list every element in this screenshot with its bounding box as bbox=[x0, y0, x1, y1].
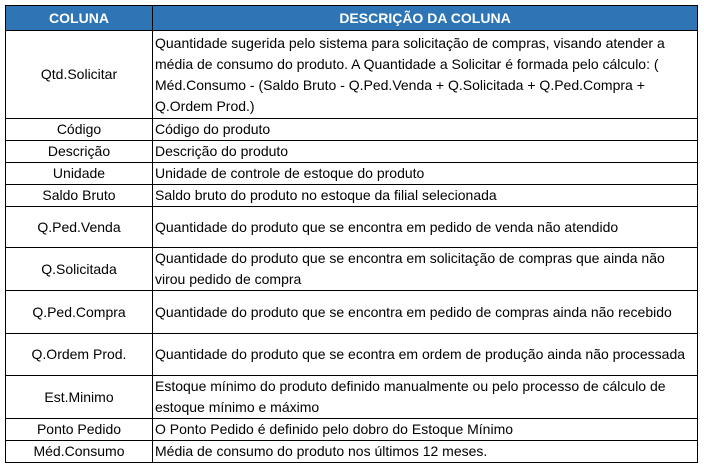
row-column-name: Méd.Consumo bbox=[6, 441, 153, 463]
table-row bbox=[6, 334, 698, 376]
row-column-description: Descrição do produto bbox=[153, 141, 698, 163]
row-column-description: Unidade de controle de estoque do produto bbox=[153, 163, 698, 185]
row-column-description: Estoque mínimo do produto definido manualmente ou pelo processo de cálculo de estoque mínimo e máximo bbox=[153, 376, 698, 419]
row-column-description: Média de consumo do produto nos últimos 12 meses. bbox=[153, 441, 698, 463]
table-row bbox=[6, 376, 698, 419]
row-column-name: Descrição bbox=[6, 141, 153, 163]
row-column-description: Quantidade do produto que se encontra em pedido de compras ainda não recebido bbox=[153, 291, 698, 334]
row-column-name: Saldo Bruto bbox=[6, 185, 153, 207]
table-row bbox=[6, 185, 698, 207]
row-column-name: Q.Solicitada bbox=[6, 248, 153, 291]
table-header-row bbox=[6, 6, 698, 31]
row-column-description: Quantidade do produto que se encontra em solicitação de compras que ainda não virou pedido de compra bbox=[153, 248, 698, 291]
table-row bbox=[6, 31, 698, 119]
table-row bbox=[6, 248, 698, 291]
row-column-name: Q.Ped.Compra bbox=[6, 291, 153, 334]
row-column-name: Qtd.Solicitar bbox=[6, 31, 153, 119]
table-row bbox=[6, 207, 698, 248]
row-column-name: Unidade bbox=[6, 163, 153, 185]
row-column-description: Quantidade do produto que se econtra em ordem de produção ainda não processada bbox=[153, 334, 698, 376]
table-row bbox=[6, 291, 698, 334]
table-row bbox=[6, 141, 698, 163]
row-column-name: Est.Minimo bbox=[6, 376, 153, 419]
row-column-description: Quantidade sugerida pelo sistema para solicitação de compras, visando atender a média de consumo do produto. A Quantidade a Solicitar é formada pelo cálculo: ( Méd.Consumo - (Saldo Bruto - Q.Ped.Venda + Q.Solicitada + Q.Ped.Compra + Q.Ordem Prod.) bbox=[153, 31, 698, 119]
table-row bbox=[6, 163, 698, 185]
row-column-description: O Ponto Pedido é definido pelo dobro do Estoque Mínimo bbox=[153, 419, 698, 441]
table-row bbox=[6, 441, 698, 463]
row-column-name: Q.Ordem Prod. bbox=[6, 334, 153, 376]
header-column-description: DESCRIÇÃO DA COLUNA bbox=[153, 6, 698, 31]
row-column-name: Q.Ped.Venda bbox=[6, 207, 153, 248]
row-column-name: Código bbox=[6, 119, 153, 141]
header-column-name: COLUNA bbox=[6, 6, 153, 31]
row-column-name: Ponto Pedido bbox=[6, 419, 153, 441]
column-description-table-container bbox=[5, 5, 697, 463]
row-column-description: Quantidade do produto que se encontra em pedido de venda não atendido bbox=[153, 207, 698, 248]
row-column-description: Saldo bruto do produto no estoque da filial selecionada bbox=[153, 185, 698, 207]
table-row bbox=[6, 419, 698, 441]
row-column-description: Código do produto bbox=[153, 119, 698, 141]
column-description-table bbox=[5, 5, 698, 463]
table-row bbox=[6, 119, 698, 141]
